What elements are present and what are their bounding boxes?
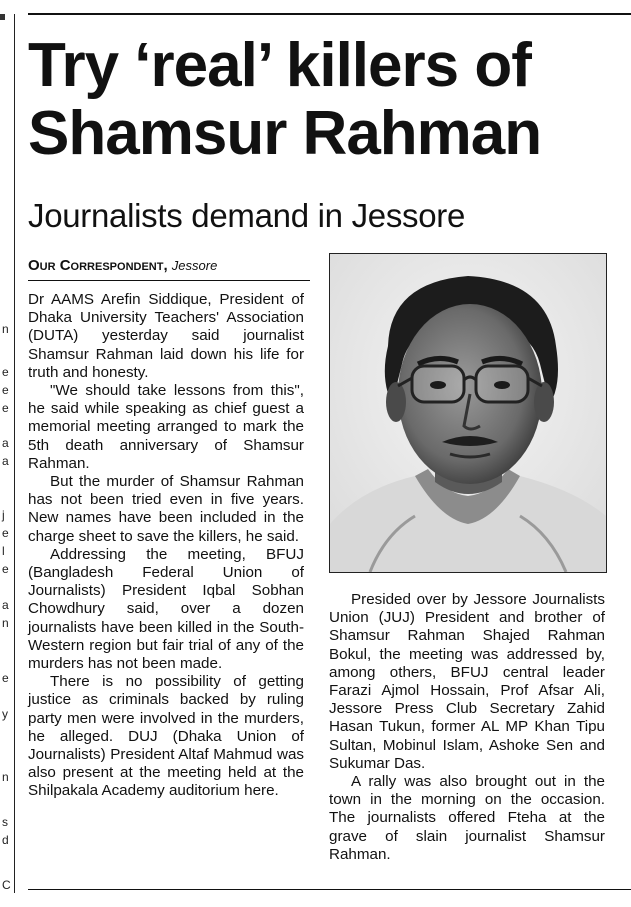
gutter-fragment: a <box>2 598 9 612</box>
gutter-fragment: e <box>2 562 9 576</box>
gutter-fragment: l <box>2 544 5 558</box>
article-paragraph: A rally was also brought out in the town in the morning on the occasion. The journalists offered Fteha at the grave of slain journalist Shamsur Rahman. <box>329 773 605 863</box>
gutter-fragment: j <box>2 508 5 522</box>
bottom-rule <box>28 889 631 890</box>
adjacent-column-gutter <box>0 0 13 907</box>
gutter-fragment: y <box>2 707 8 721</box>
headline-line-1: Try ‘real’ killers of <box>28 31 531 100</box>
gutter-fragment: e <box>2 526 9 540</box>
gutter-fragment: d <box>2 833 9 847</box>
gutter-fragment: e <box>2 401 9 415</box>
gutter-fragment: e <box>2 671 9 685</box>
byline-place: Jessore <box>171 258 218 273</box>
gutter-fragment: n <box>2 770 9 784</box>
article-column-left <box>28 291 304 801</box>
headline-line-2: Shamsur Rahman <box>28 99 542 168</box>
article-paragraph: But the murder of Shamsur Rahman has not been tried even in five years. New names have been included in the charge sheet to save the killers, he said. <box>28 473 304 545</box>
byline <box>28 257 310 281</box>
gutter-fragment: a <box>2 454 9 468</box>
top-rule <box>28 13 631 15</box>
article-paragraph: "We should take lessons from this", he said while speaking as chief guest a memorial meeting arranged to mark the 5th death anniversary of Shamsur Rahman. <box>28 382 304 472</box>
byline-correspondent: Our Correspondent, <box>28 257 168 274</box>
gutter-fragment: n <box>2 322 9 336</box>
gutter-marker <box>0 14 5 20</box>
gutter-fragment: n <box>2 616 9 630</box>
gutter-fragment: C <box>2 878 11 892</box>
gutter-fragment: s <box>2 815 8 829</box>
headline <box>28 32 628 168</box>
article-column-right <box>329 591 605 864</box>
gutter-fragment: e <box>2 365 9 379</box>
article-paragraph: Addressing the meeting, BFUJ (Bangladesh Federal Union of Journalists) President Iqbal Sobhan Chowdhury said, over a dozen journalists have been killed in the South-Western region but fair trial of any of the murders has not been made. <box>28 545 304 673</box>
article-paragraph: There is no possibility of getting justice as criminals backed by ruling party men were involved in the murders, he alleged. DUJ (Dhaka Union of Journalists) President Altaf Mahmud was also present at the meeting held at the Shilpakala Academy auditorium here. <box>28 673 304 800</box>
gutter-fragment: e <box>2 383 9 397</box>
article-paragraph: Dr AAMS Arefin Siddique, President of Dhaka University Teachers' Association (DUTA) yesterday said journalist Shamsur Rahman laid down his life for truth and honesty. <box>28 291 304 381</box>
left-column-rule <box>14 14 15 893</box>
portrait-photo-icon <box>330 254 606 572</box>
portrait-photo <box>329 253 607 573</box>
article-paragraph: Presided over by Jessore Journalists Union (JUJ) President and brother of Shamsur Rahman Shajed Rahman Bokul, the meeting was addressed by, among others, BFUJ central leader Farazi Ajmol Hossain, Prof Afsar Ali, Jessore Press Club Secretary Zahid Hasan Tukun, former AL MP Khan Tipu Sultan, Mobinul Islam, Ashoke Sen and Sukumar Das. <box>329 591 605 772</box>
subheadline: Journalists demand in Jessore <box>28 197 466 234</box>
gutter-fragment: a <box>2 436 9 450</box>
